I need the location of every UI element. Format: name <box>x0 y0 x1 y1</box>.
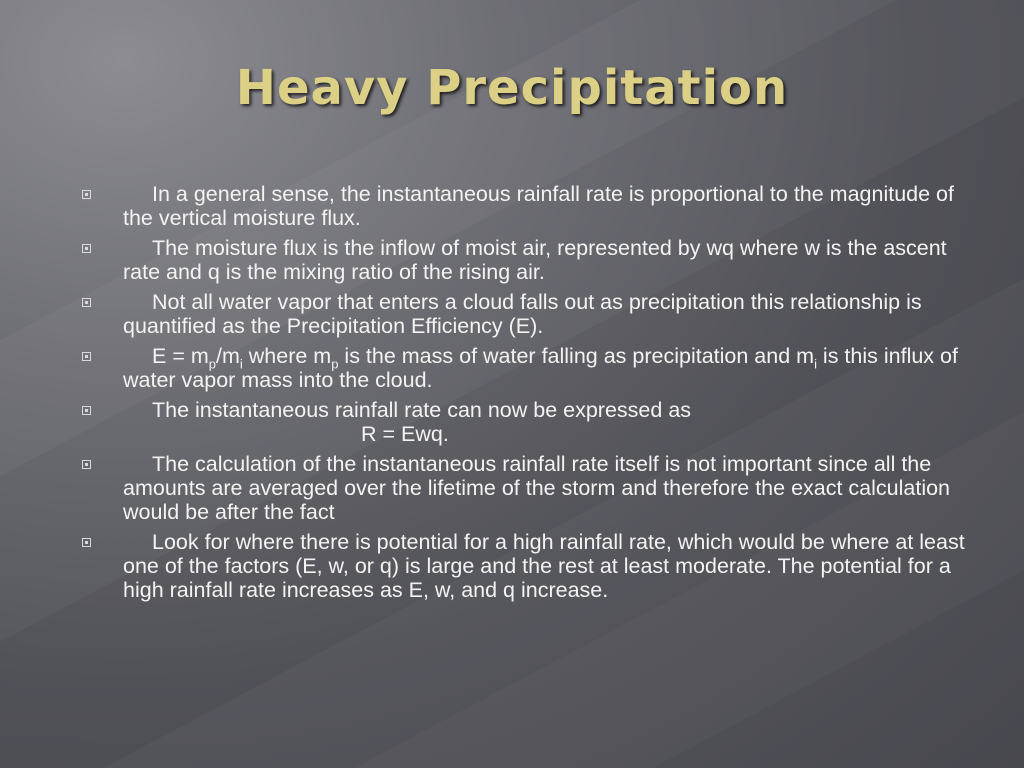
square-bullet-icon <box>82 352 91 361</box>
bullet-item <box>78 398 968 446</box>
square-bullet-icon <box>82 298 91 307</box>
bullet-text: The calculation of the instantaneous rainfall rate itself is not important since all the amounts are averaged over the lifetime of the storm and therefore the exact calculation would be after the fact <box>123 452 951 524</box>
bullet-text: The instantaneous rainfall rate can now be expressed as <box>152 398 692 422</box>
square-bullet-icon <box>82 538 91 547</box>
bullet-item <box>78 236 968 284</box>
slide-title: Heavy Precipitation <box>235 60 789 116</box>
subscript: i <box>814 356 817 372</box>
bullet-text: Look for where there is potential for a high rainfall rate, which would be where at least one of the factors (E, w, or q) is large and the rest at least moderate. The potential for a high rainfall rate increases as E, w, and q increase. <box>123 530 965 602</box>
equation-text: E = m <box>152 344 209 368</box>
bullet-text: In a general sense, the instantaneous rainfall rate is proportional to the magnitude of the vertical moisture flux. <box>123 182 954 230</box>
bullet-text: The moisture flux is the inflow of moist air, represented by wq where w is the ascent rate and q is the mixing ratio of the rising air. <box>123 236 947 284</box>
equation-text: /m <box>216 344 240 368</box>
square-bullet-icon <box>82 460 91 469</box>
subscript: i <box>239 356 243 372</box>
bullet-item <box>78 452 968 524</box>
bullet-item <box>78 182 968 230</box>
bullet-list <box>78 182 968 608</box>
bullet-item <box>78 290 968 338</box>
bullet-text: is this influx of water vapor mass into the cloud. <box>123 344 958 392</box>
bullet-item <box>78 344 968 392</box>
formula: R = Ewq. <box>361 422 449 446</box>
bullet-text: where m <box>242 344 332 368</box>
square-bullet-icon <box>82 406 91 415</box>
subscript: p <box>208 356 216 372</box>
subscript: p <box>331 356 339 372</box>
bullet-text: is the mass of water falling as precipitation and m <box>338 344 815 368</box>
square-bullet-icon <box>82 190 91 199</box>
bullet-item <box>78 530 968 602</box>
square-bullet-icon <box>82 244 91 253</box>
bullet-text: Not all water vapor that enters a cloud falls out as precipitation this relationship is quantified as the Precipitation Efficiency (E). <box>123 290 922 338</box>
